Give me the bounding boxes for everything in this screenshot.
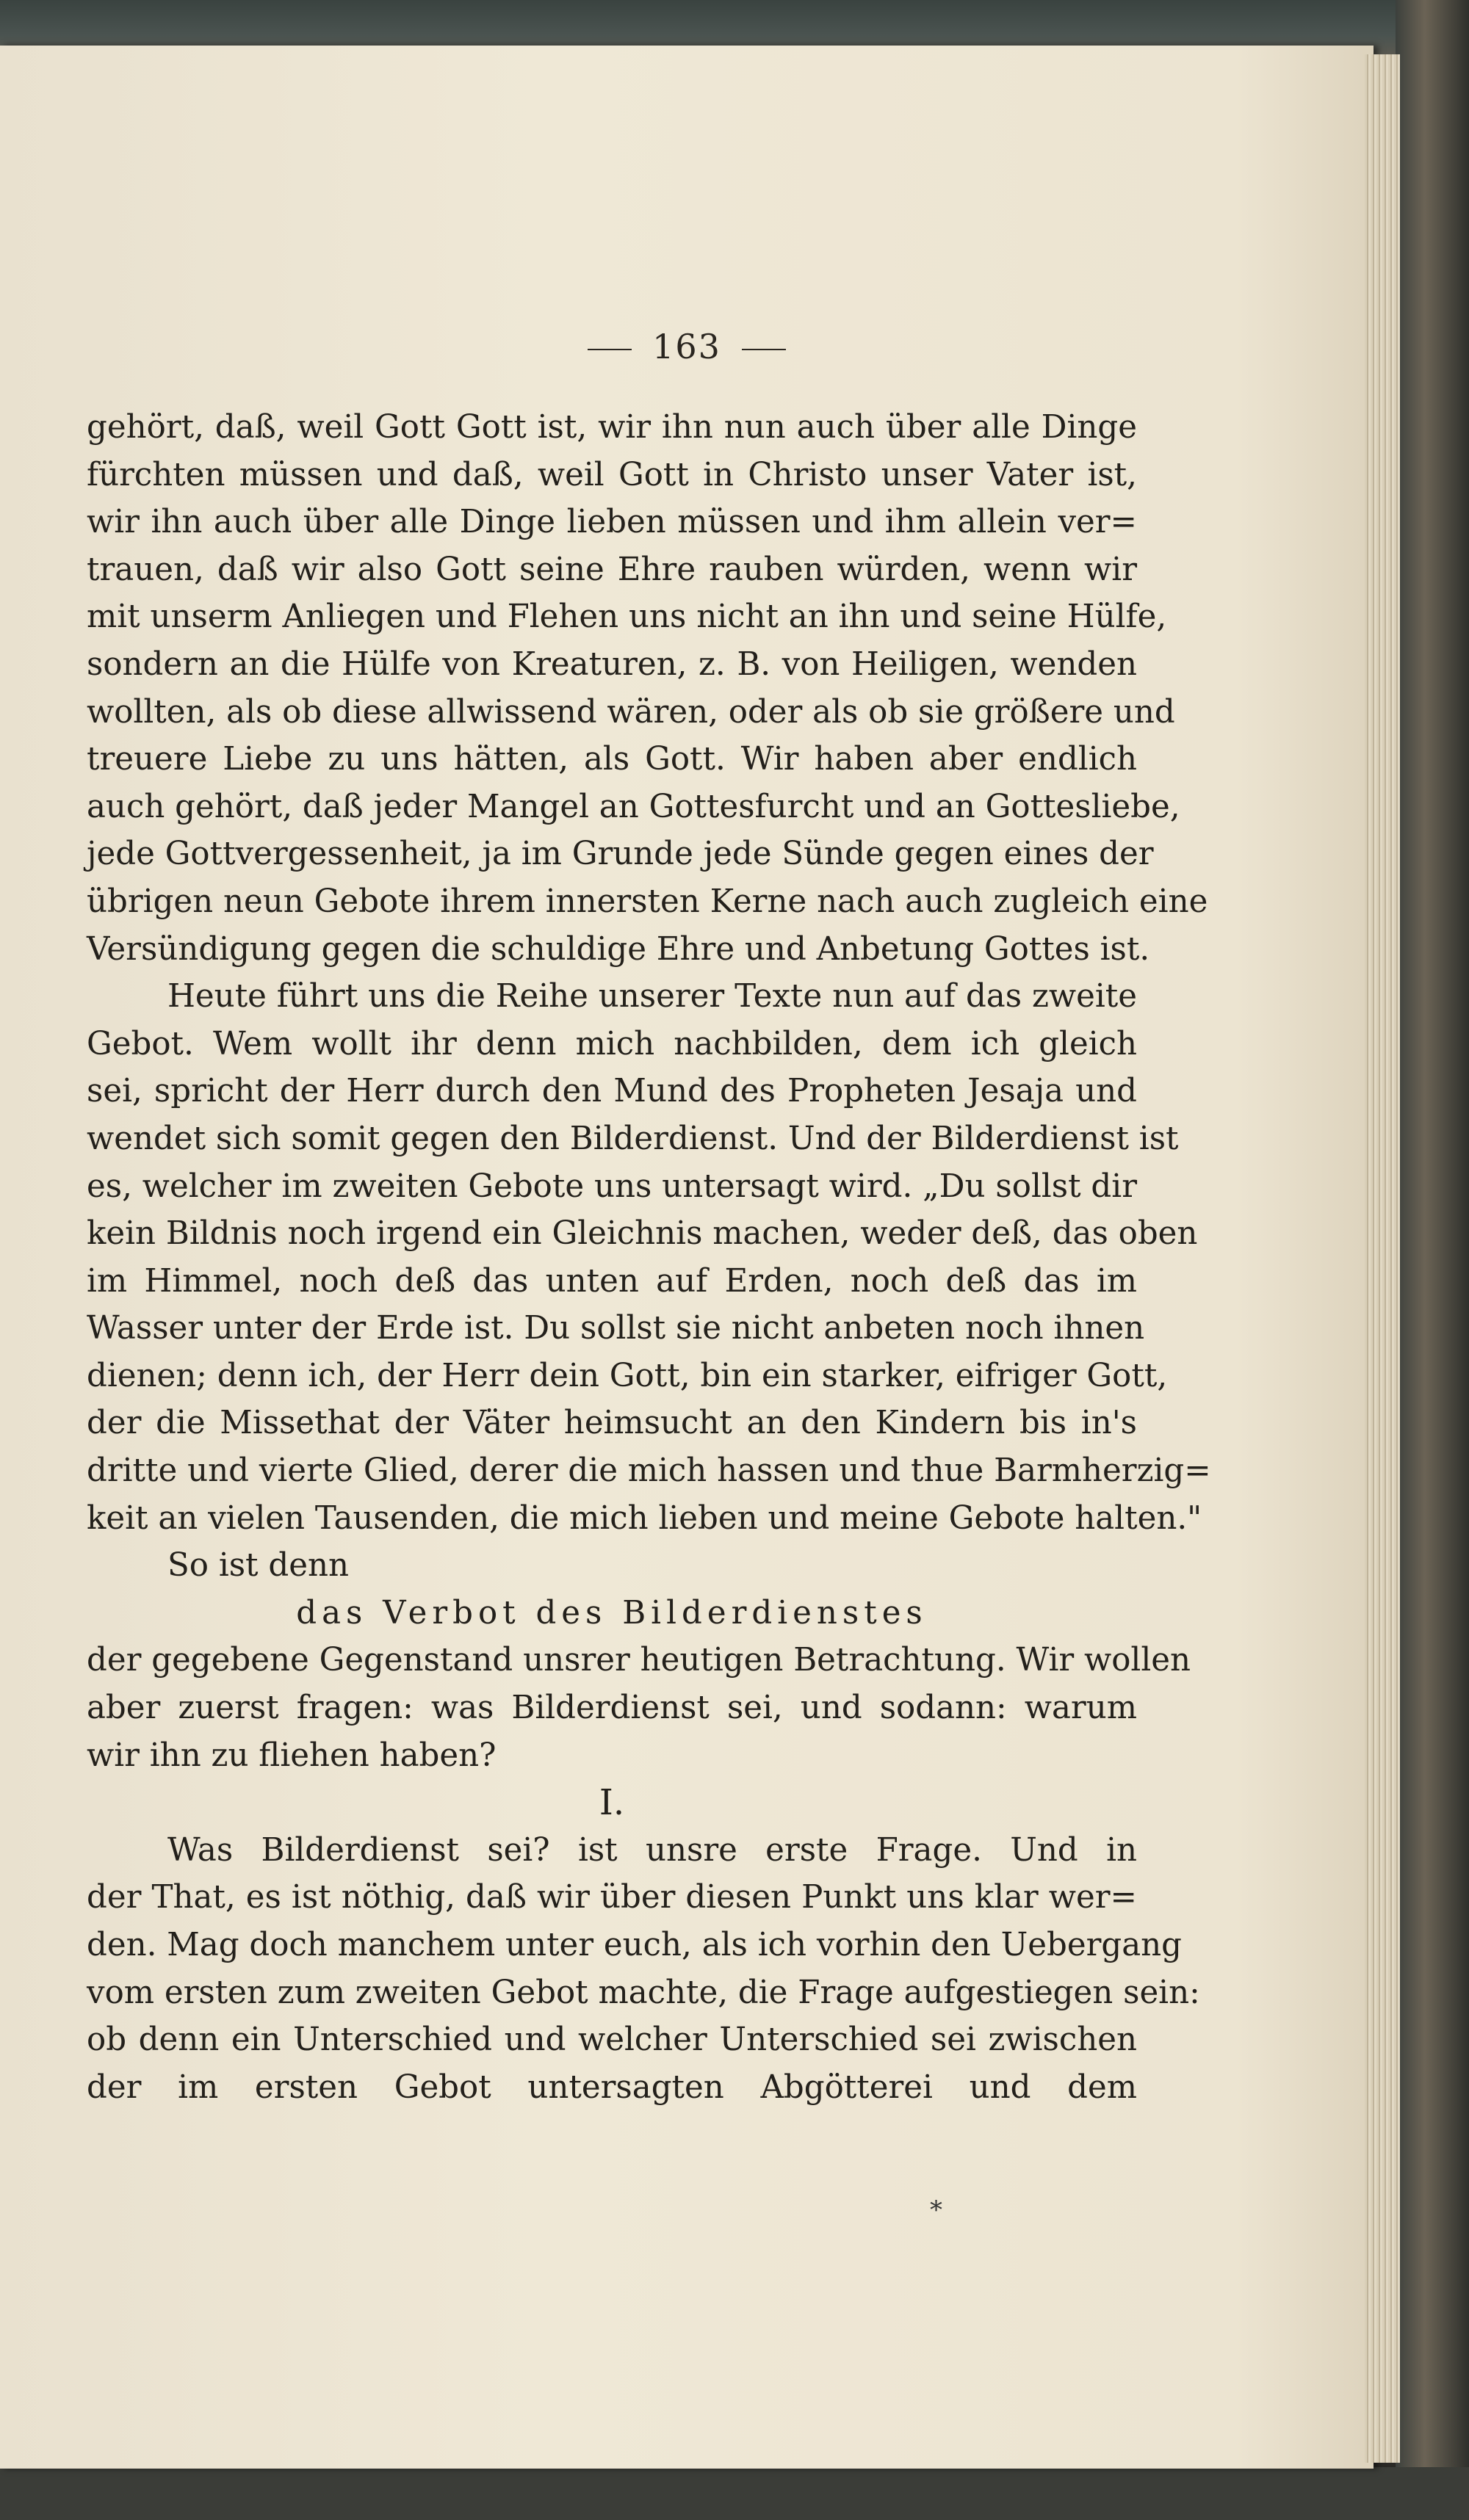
text-line: der die Missethat der Väter heimsucht an den Kindern bis in's: [87, 1405, 1137, 1442]
text-line: kein Bildnis noch irgend ein Gleichnis machen, weder deß, das oben: [87, 1215, 1198, 1253]
page-body-text: [87, 404, 1211, 2111]
text-line: treuere Liebe zu uns hätten, als Gott. Wir haben aber endlich: [87, 741, 1137, 778]
paragraph-first-line: Heute führt uns die Reihe unserer Texte nun auf das zweite: [167, 978, 1137, 1015]
section-heading: das Verbot des Bilderdienstes: [296, 1594, 928, 1632]
book-cover-right-edge: [1396, 0, 1469, 2520]
text-line: der That, es ist nöthig, daß wir über diesen Punkt uns klar wer=: [87, 1879, 1137, 1916]
text-line: dritte und vierte Glied, derer die mich hassen und thue Barmherzig=: [87, 1452, 1211, 1490]
text-line: wollten, als ob diese allwissend wären, oder als ob sie größere und: [87, 693, 1175, 731]
text-line: sei, spricht der Herr durch den Mund des Propheten Jesaja und: [87, 1073, 1137, 1110]
signature-mark: *: [930, 2195, 942, 2225]
text-line: Versündigung gegen die schuldige Ehre und Anbetung Gottes ist.: [87, 930, 1150, 968]
paragraph-first-line: Was Bilderdienst sei? ist unsre erste Frage. Und in: [167, 1831, 1137, 1869]
text-line: dienen; denn ich, der Herr dein Gott, bin ein starker, eifriger Gott,: [87, 1357, 1168, 1394]
text-line: jede Gottvergessenheit, ja im Grunde jede Sünde gegen eines der: [87, 836, 1154, 873]
text-line: aber zuerst fragen: was Bilderdienst sei, und sodann: warum: [87, 1690, 1137, 1727]
header-dash-left: [588, 349, 632, 350]
text-line: Wasser unter der Erde ist. Du sollst sie nicht anbeten noch ihnen: [87, 1310, 1145, 1347]
text-line: im Himmel, noch deß das unten auf Erden, noch deß das im: [87, 1262, 1137, 1300]
text-line: übrigen neun Gebote ihrem innersten Kerne nach auch zugleich eine: [87, 883, 1208, 920]
text-line: fürchten müssen und daß, weil Gott in Christo unser Vater ist,: [87, 456, 1137, 493]
text-line: wir ihn auch über alle Dinge lieben müssen und ihm allein ver=: [87, 504, 1137, 541]
text-line: auch gehört, daß jeder Mangel an Gottesfurcht und an Gottesliebe,: [87, 788, 1180, 825]
text-line: vom ersten zum zweiten Gebot machte, die Frage aufgestiegen sein:: [87, 1974, 1200, 2011]
text-line: gehört, daß, weil Gott Gott ist, wir ihn nun auch über alle Dinge: [87, 409, 1137, 446]
text-line: keit an vielen Tausenden, die mich lieben und meine Gebote halten.": [87, 1499, 1202, 1537]
text-line: mit unserm Anliegen und Flehen uns nicht an ihn und seine Hülfe,: [87, 598, 1167, 636]
text-line: den. Mag doch manchem unter euch, als ich vorhin den Uebergang: [87, 1927, 1183, 1963]
text-line: Gebot. Wem wollt ihr denn mich nachbilden, dem ich gleich: [87, 1025, 1137, 1062]
roman-numeral-heading: I.: [599, 1782, 625, 1824]
text-line: der im ersten Gebot untersagten Abgötterei und dem: [87, 2068, 1137, 2106]
page-stack-edges: [1365, 54, 1400, 2463]
page-header: [0, 327, 1374, 366]
text-line: ob denn ein Unterschied und welcher Unterschied sei zwischen: [87, 2021, 1137, 2059]
paragraph-first-line: So ist denn: [167, 1547, 349, 1585]
header-dash-right: [742, 349, 786, 350]
page-number: 163: [652, 327, 721, 366]
text-line: es, welcher im zweiten Gebote uns untersagt wird. „Du sollst dir: [87, 1167, 1137, 1205]
text-line: sondern an die Hülfe von Kreaturen, z. B. von Heiligen, wenden: [87, 645, 1137, 683]
text-line: wir ihn zu fliehen haben?: [87, 1737, 497, 1774]
text-line: wendet sich somit gegen den Bilderdienst. Und der Bilderdienst ist: [87, 1120, 1179, 1157]
text-line: der gegebene Gegenstand unsrer heutigen Betrachtung. Wir wollen: [87, 1642, 1191, 1679]
book-cover-bottom-edge: [0, 2467, 1469, 2520]
text-line: trauen, daß wir also Gott seine Ehre rauben würden, wenn wir: [87, 551, 1137, 588]
